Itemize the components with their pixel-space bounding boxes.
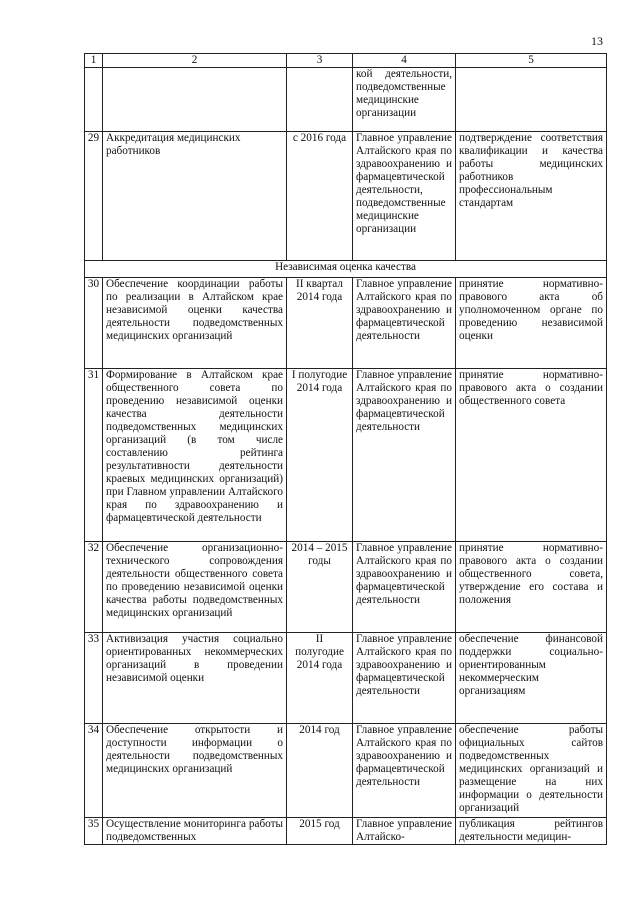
executor-cell: Главное управление Алтайского края по здравоохранению и фармацевтической деятельности xyxy=(353,633,456,724)
result-cell: обеспечение работы официальных сайтов подведомственных медицинских организаций и размещение на них информации о деятельности организаций xyxy=(456,724,607,818)
executor-cell: Главное управление Алтайского края по здравоохранению и фармацевтической деятельности xyxy=(353,724,456,818)
row-number-cell: 33 xyxy=(85,633,103,724)
executor-cell: Главное управление Алтайско- xyxy=(353,818,456,845)
column-number: 4 xyxy=(353,54,456,68)
column-number: 3 xyxy=(287,54,353,68)
measure-cell: Аккредитация медицинских работников xyxy=(103,132,287,261)
table-row xyxy=(85,278,607,369)
table-row xyxy=(85,369,607,542)
measure-cell: Обеспечение открытости и доступности информации о деятельности подведомственных медицинских организаций xyxy=(103,724,287,818)
measure-cell: Формирование в Алтайском крае общественного совета по проведению независимой оценки качества деятельности подведомственных медицинских организаций (в том числе составлению рейтинга результативности деятельности краевых медицинских организаций) при Главном управлении Алтайского края по здравоохранению и фармацевтической деятельности xyxy=(103,369,287,542)
measure-cell: Обеспечение координации работы по реализации в Алтайском крае независимой оценки качества деятельности подведомственных медицинских организаций xyxy=(103,278,287,369)
row-number-cell: 30 xyxy=(85,278,103,369)
executor-cell: Главное управление Алтайского края по здравоохранению и фармацевтической деятельности, подведомственные медицинские организации xyxy=(353,132,456,261)
term-cell: 2014 год xyxy=(287,724,353,818)
table-row xyxy=(85,542,607,633)
measures-table xyxy=(84,53,607,845)
executor-cell: Главное управление Алтайского края по здравоохранению и фармацевтической деятельности xyxy=(353,542,456,633)
table-row xyxy=(85,633,607,724)
table-row xyxy=(85,132,607,261)
table-row xyxy=(85,724,607,818)
term-cell: II полугодие 2014 года xyxy=(287,633,353,724)
term-cell: I полугодие 2014 года xyxy=(287,369,353,542)
measure-cell: Обеспечение организационно-технического сопровождения деятельности общественного совета по проведению независимой оценки качества работы подведомственных медицинских организаций xyxy=(103,542,287,633)
measure-cell: Осуществление мониторинга работы подведомственных xyxy=(103,818,287,845)
column-number: 2 xyxy=(103,54,287,68)
row-number-cell: 34 xyxy=(85,724,103,818)
term-cell: 2014 – 2015 годы xyxy=(287,542,353,633)
column-number: 5 xyxy=(456,54,607,68)
page-number: 13 xyxy=(591,34,603,48)
table-row xyxy=(85,818,607,845)
term-cell: II квартал 2014 года xyxy=(287,278,353,369)
column-number-row xyxy=(85,54,607,68)
column-number: 1 xyxy=(85,54,103,68)
result-cell: подтверждение соответствия квалификации и качества работы медицинских работников профессиональным стандартам xyxy=(456,132,607,261)
row-number-cell: 29 xyxy=(85,132,103,261)
result-cell: публикация рейтингов деятельности медицин- xyxy=(456,818,607,845)
executor-cell: Главное управление Алтайского края по здравоохранению и фармацевтической деятельности xyxy=(353,369,456,542)
row-number-cell: 31 xyxy=(85,369,103,542)
table-row-continued xyxy=(85,68,607,132)
term-cell: с 2016 года xyxy=(287,132,353,261)
row-number-cell: 32 xyxy=(85,542,103,633)
section-header-row xyxy=(85,261,607,278)
executor-cell: кой деятельности, подведомственные медицинские организации xyxy=(353,68,456,132)
measure-cell: Активизация участия социально ориентированных некоммерческих организаций в проведении независимой оценки xyxy=(103,633,287,724)
result-cell: обеспечение финансовой поддержки социально-ориентированным некоммерческим организациям xyxy=(456,633,607,724)
section-title: Независимая оценка качества xyxy=(85,261,607,278)
result-cell: принятие нормативно-правового акта об уполномоченном органе по проведению независимой оценки xyxy=(456,278,607,369)
row-number-cell: 35 xyxy=(85,818,103,845)
result-cell: принятие нормативно-правового акта о создании общественного совета, утверждение его состава и положения xyxy=(456,542,607,633)
term-cell: 2015 год xyxy=(287,818,353,845)
executor-cell: Главное управление Алтайского края по здравоохранению и фармацевтической деятельности xyxy=(353,278,456,369)
result-cell: принятие нормативно-правового акта о создании общественного совета xyxy=(456,369,607,542)
